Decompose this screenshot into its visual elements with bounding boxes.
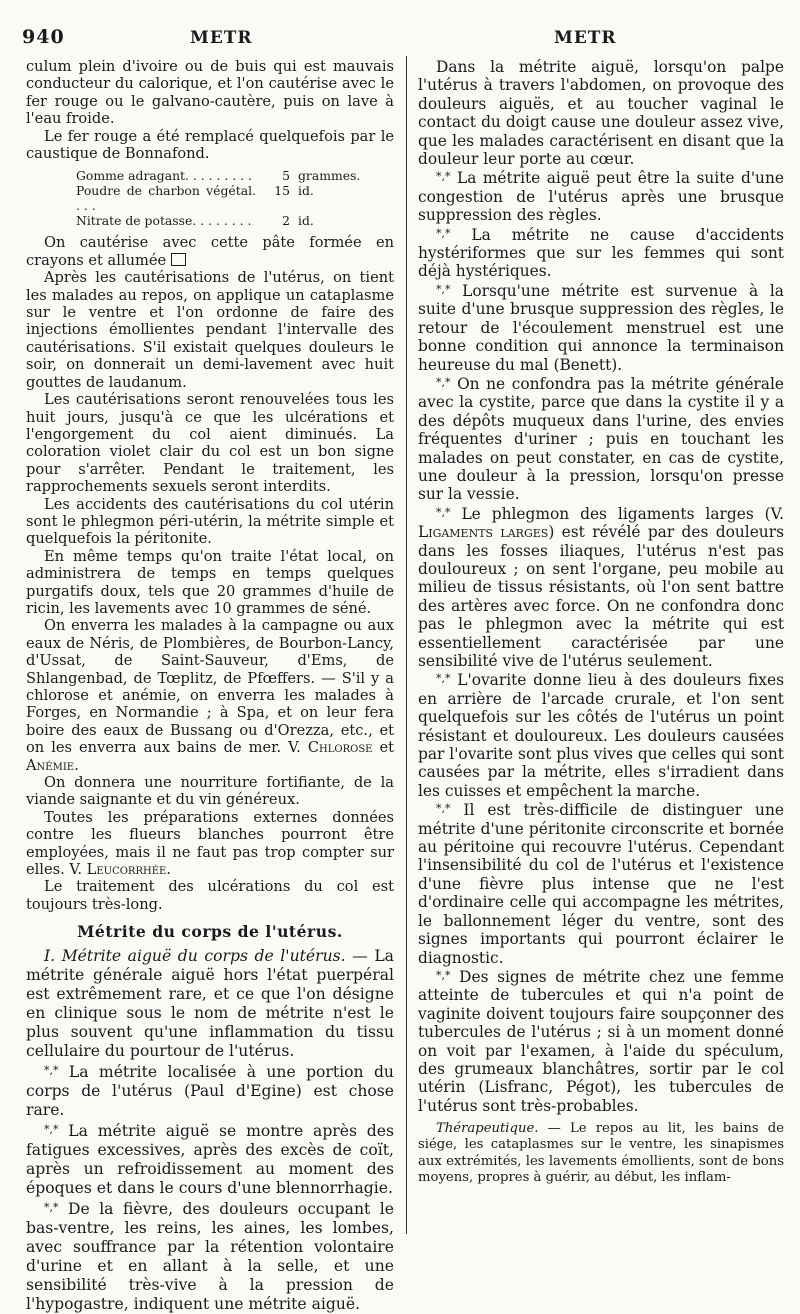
asterism-icon: *,* xyxy=(436,375,451,389)
formula-table xyxy=(76,168,394,228)
paragraph: En même temps qu'on traite l'état local, on administrera de temps en temps quelques purgatifs doux, tels que 20 grammes d'huile de ricin, les lavements avec 10 grammes de séné. xyxy=(26,547,394,617)
paragraph-text: La métrite ne cause d'accidents hystériformes que sur les femmes qui sont déjà hystériques. xyxy=(418,225,784,281)
left-column xyxy=(26,58,394,1314)
paragraph-text: et xyxy=(379,739,395,757)
ingredient-qty: 5 xyxy=(282,168,290,184)
paragraph: Le traitement des ulcérations du col est toujours très-long. xyxy=(26,878,394,913)
paragraph xyxy=(26,809,394,879)
paragraph-text: Des signes de métrite chez une femme atteinte de tubercules et qui n'a point de vaginite doivent toujours faire soupçonner des tubercules de l'utérus ; si à un moment donné on voit par l'examen, à l'aide du spéculum, des grumeaux blanchâtres, sortir par le col utérin (Lisfranc, Pégot), les tubercules de l'utérus sont très-probables. xyxy=(418,967,784,1115)
paragraph xyxy=(418,225,784,281)
formula-row xyxy=(76,168,394,183)
paragraph xyxy=(26,1120,394,1198)
ingredient-name: Poudre de charbon végétal. . . . xyxy=(76,183,256,214)
paragraph-text: La métrite générale aiguë hors l'état puerpéral est extrêmement rare, et ce que l'on désigne en clinique sous le nom de métrite n'est le plus souvent qu'une inflammation du tissu cellulaire du pourtour de l'utérus. xyxy=(26,946,394,1060)
paragraph xyxy=(26,947,394,1061)
cross-reference: Leucorrhée. xyxy=(86,861,171,879)
paragraph xyxy=(418,967,784,1115)
asterism-icon: *,* xyxy=(436,170,451,184)
right-column xyxy=(418,58,784,1186)
paragraph xyxy=(26,1198,394,1314)
paragraph-text: La métrite aiguë se montre après des fatigues excessives, après des excès de coït, après un refroidissement au moment des époques et dans le cours d'une blennorrhagie. xyxy=(26,1121,394,1197)
paragraph: Le fer rouge a été remplacé quelquefois par le caustique de Bonnafond. xyxy=(26,127,394,163)
ingredient-name: Nitrate de potasse. . . . . . . . xyxy=(76,213,252,229)
paragraph: Les cautérisations seront renouvelées tous les huit jours, jusqu'à ce que les ulcérations et l'engorgement du col aient diminués. La coloration violet clair du col est un bon signe pour s'arrêter. Pendant le traitement, les rapprochements sexuels seront interdits. xyxy=(26,391,394,496)
asterism-icon: *,* xyxy=(436,282,451,296)
paragraph xyxy=(418,1121,784,1186)
paragraph: culum plein d'ivoire ou de buis qui est mauvais conducteur du calorique, et l'on cautérise avec le fer rouge ou le galvano-cautère, puis on lave à l'eau froide. xyxy=(26,58,394,128)
paragraph: On donnera une nourriture fortifiante, de la viande saignante et du vin généreux. xyxy=(26,774,394,809)
box-symbol-icon xyxy=(171,253,186,266)
paragraph-text: ) est révélé par des douleurs dans les fosses iliaques, l'utérus n'est pas douloureux ; on sent l'organe, peu mobile au milieu de tissus résistants, où l'on sent battre des artères avec force. On ne confondra donc pas le phlegmon avec la métrite qui est essentiellement caractérisée par une sensibilité vive de l'utérus seulement. xyxy=(418,523,784,670)
paragraph-text: Le repos au lit, les bains de siége, les cataplasmes sur le ventre, les sinapismes aux extrémités, les lavements émollients, sont de bons moyens, propres à guérir, au début, les inflam- xyxy=(418,1121,785,1185)
cross-reference: Anémie. xyxy=(26,756,79,774)
column-divider xyxy=(406,56,407,1234)
paragraph xyxy=(418,168,784,224)
ingredient-name: Gomme adragant. . . . . . . . . xyxy=(76,168,252,184)
asterism-icon: *,* xyxy=(436,226,451,240)
paragraph xyxy=(418,281,784,374)
paragraph-text: L'ovarite donne lieu à des douleurs fixes en arrière de l'arcade crurale, et l'on sent quelquefois sur les côtés de l'utérus un point résistant et douloureux. Les douleurs causées par l'ovarite sont plus vives que celles qui sont causées par la métrite, elles s'irradient dans les cuisses et empêchent la marche. xyxy=(418,671,784,800)
paragraph xyxy=(418,670,784,800)
paragraph-text: On cautérise avec cette pâte formée en crayons et allumée xyxy=(26,234,394,269)
ingredient-qty: 15 xyxy=(274,183,290,199)
asterism-icon: *,* xyxy=(44,1200,59,1214)
paragraph-text: La métrite aiguë peut être la suite d'une congestion de l'utérus après une brusque suppression des règles. xyxy=(418,169,784,225)
paragraph-text: De la fièvre, des douleurs occupant le bas-ventre, les reins, les aines, les lombes, avec souffrance par la rétention volontaire d'urine et en allant à la selle, et une sensibilité très-vive à la pression de l'hypogastre, indiquent une métrite aiguë. xyxy=(26,1199,394,1313)
subsection-heading: I. Métrite aiguë du corps de l'utérus. — xyxy=(44,946,368,965)
ingredient-unit: grammes. xyxy=(298,168,361,184)
page-number: 940 xyxy=(22,26,65,48)
cross-reference: Chlorose xyxy=(307,739,373,757)
paragraph xyxy=(418,800,784,967)
paragraph xyxy=(418,504,784,671)
paragraph-text: Il est très-difficile de distinguer une métrite d'une péritonite circonscrite et bornée au péritoine qui recouvre l'utérus. Cependant l'insensibilité du col de l'utérus et l'existence d'une fièvre plus intense que ne l'est d'ordinaire celle qui accompagne les métrites, le ballonnement léger du ventre, sont des signes importants qui pourront éclairer le diagnostic. xyxy=(418,801,784,967)
paragraph-text: Le phlegmon des ligaments larges (V. xyxy=(461,504,784,523)
paragraph: Après les cautérisations de l'utérus, on tient les malades au repos, on applique un cataplasme sur le ventre et l'on ordonne de faire des injections émollientes pendant l'intervalle des cautérisations. S'il existait quelques douleurs le soir, on donnerait un demi-lavement avec huit gouttes de laudanum. xyxy=(26,269,394,391)
paragraph-text: Toutes les préparations externes données contre les flueurs blanches pourront être employées, mais il ne faut pas trop compter sur elles. V. xyxy=(26,808,394,879)
left-running-head: METR xyxy=(190,28,253,48)
asterism-icon: *,* xyxy=(436,802,451,816)
paragraph xyxy=(26,234,394,269)
ingredient-qty: 2 xyxy=(282,213,290,229)
asterism-icon: *,* xyxy=(436,505,451,519)
right-running-head: METR xyxy=(554,28,617,48)
asterism-icon: *,* xyxy=(436,968,451,982)
paragraph-text: On enverra les malades à la campagne ou aux eaux de Néris, de Plombières, de Bourbon-Lancy, d'Ussat, de Saint-Sauveur, d'Ems, de Shlangenbad, de Tœplitz, de Pfœffers. — S'il y a chlorose et anémie, on enverra les malades à Forges, en Normandie ; à Spa, et on leur fera boire des eaux de Bussang ou d'Orezza, etc., et on les enverra aux bains de mer. V. xyxy=(26,617,394,757)
paragraph xyxy=(26,617,394,774)
formula-row xyxy=(76,213,394,228)
cross-reference: Ligaments larges xyxy=(418,523,549,542)
paragraph-text: La métrite localisée à une portion du corps de l'utérus (Paul d'Egine) est chose rare. xyxy=(26,1062,394,1119)
section-title: Métrite du corps de l'utérus. xyxy=(77,922,343,942)
ingredient-unit: id. xyxy=(298,183,314,199)
paragraph-text: Lorsqu'une métrite est survenue à la suite d'une brusque suppression des règles, le retour de l'écoulement menstruel est une bonne condition qui annonce la terminaison heureuse du mal (Benett). xyxy=(418,281,784,374)
page-header xyxy=(22,26,790,56)
ingredient-unit: id. xyxy=(298,213,314,229)
asterism-icon: *,* xyxy=(44,1063,59,1077)
paragraph xyxy=(26,1061,394,1120)
paragraph xyxy=(418,374,784,504)
paragraph: Dans la métrite aiguë, lorsqu'on palpe l'utérus à travers l'abdomen, on provoque des douleurs aiguës, et au toucher vaginal le contact du doigt cause une douleur assez vive, que les malades caractérisent en disant que la douleur leur porte au cœur. xyxy=(418,58,784,169)
asterism-icon: *,* xyxy=(44,1122,59,1136)
subsection-heading: Thérapeutique. — xyxy=(436,1121,561,1137)
paragraph: Les accidents des cautérisations du col utérin sont le phlegmon péri-utérin, la métrite simple et quelquefois la péritonite. xyxy=(26,495,394,548)
formula-row xyxy=(76,183,394,213)
paragraph-text: On ne confondra pas la métrite générale avec la cystite, parce que dans la cystite il y a des dépôts muqueux dans l'urine, des envies fréquentes d'uriner ; puis en touchant les malades on peut constater, en cas de cystite, une douleur à la pression, lorsqu'on presse sur la vessie. xyxy=(418,374,784,504)
asterism-icon: *,* xyxy=(436,672,451,686)
